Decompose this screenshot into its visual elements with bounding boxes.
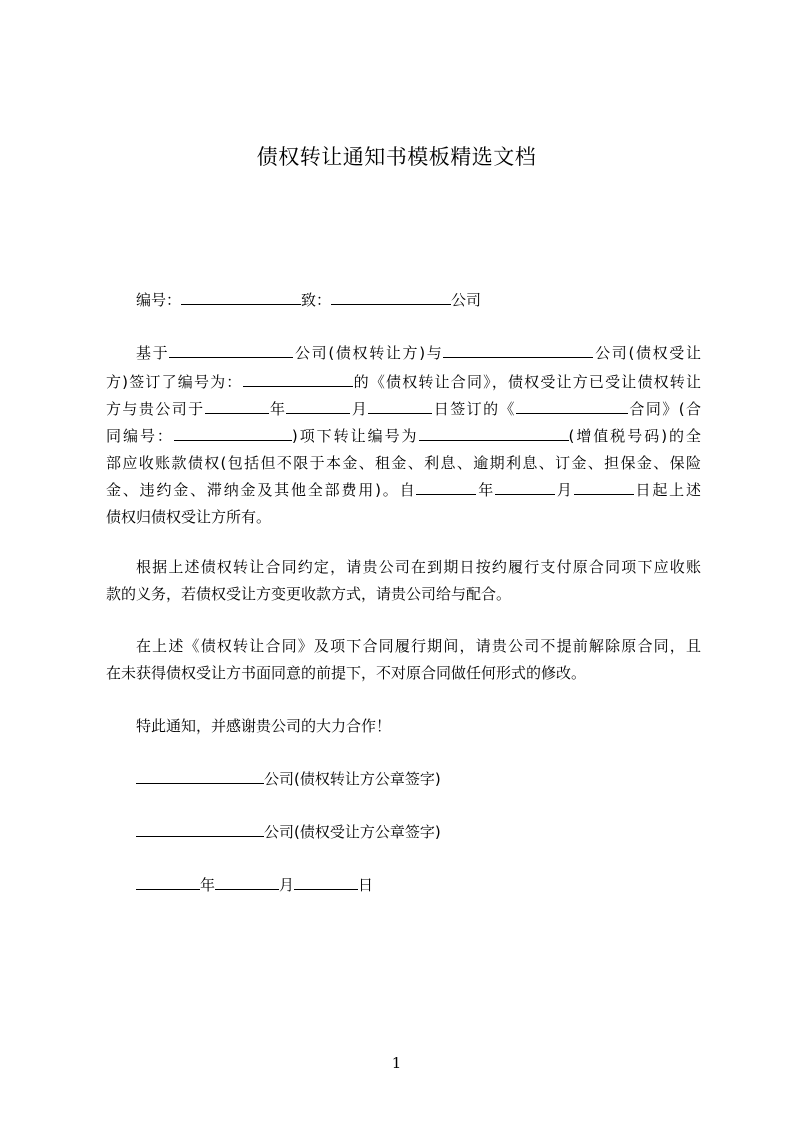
text: 年	[268, 400, 287, 418]
recipient-blank[interactable]	[331, 289, 451, 305]
month-blank[interactable]	[215, 874, 279, 890]
text: 月	[350, 400, 369, 418]
para2-line: 款的义务，若债权受让方变更收款方式，请贵公司给与配合。	[106, 585, 512, 603]
blank[interactable]	[574, 479, 634, 495]
number-blank[interactable]	[181, 289, 301, 305]
text: 基于	[136, 344, 170, 362]
para1-line: 债权归债权受让方所有。	[106, 508, 272, 526]
blank[interactable]	[516, 398, 628, 414]
text: 年	[476, 481, 496, 499]
text: 方)签订了编号为：	[106, 373, 243, 391]
number-label: 编号：	[136, 291, 182, 309]
year-label: 年	[200, 876, 216, 894]
year-blank[interactable]	[136, 874, 200, 890]
text: 方与贵公司于	[106, 400, 205, 418]
text: 月	[555, 481, 574, 499]
blank[interactable]	[174, 425, 292, 441]
text: )项下转让编号为	[291, 427, 419, 445]
document-title: 债权转让通知书模板精选文档	[256, 145, 537, 169]
header-line	[136, 289, 481, 311]
transferor-signature-line	[136, 768, 441, 790]
text: 公司(债权受让方公章签字)	[264, 823, 441, 841]
month-label: 月	[279, 876, 295, 894]
para1-line: 部应收账款债权(包括但不限于本金、租金、利息、逾期利息、订金、担保金、保险	[106, 454, 701, 472]
blank[interactable]	[416, 479, 476, 495]
text: 日签订的《	[432, 400, 516, 418]
text: 日起上述	[633, 481, 701, 499]
transferee-signature-line	[136, 821, 441, 843]
para3-line: 在上述《债权转让合同》及项下合同履行期间，请贵公司不提前解除原合同，且	[136, 637, 701, 655]
text: (增值税号码)的全	[568, 427, 701, 445]
recipient-company-label: 公司	[451, 291, 482, 309]
blank[interactable]	[169, 342, 293, 358]
text: 公司(债权受让	[593, 344, 701, 362]
text: 的《债权转让合同》，债权受让方已受让债权转让	[352, 373, 701, 391]
blank[interactable]	[419, 425, 569, 441]
text: 合同》(合	[627, 400, 701, 418]
signature-blank[interactable]	[136, 821, 264, 837]
para1-line	[106, 479, 701, 501]
text: 公司(债权转让方)与	[293, 344, 444, 362]
para1-line	[136, 342, 701, 364]
blank[interactable]	[243, 371, 353, 387]
text: 公司(债权转让方公章签字)	[264, 770, 441, 788]
blank[interactable]	[443, 342, 593, 358]
para2-line: 根据上述债权转让合同约定，请贵公司在到期日按约履行支付原合同项下应收账	[136, 558, 701, 576]
para3-line: 在未获得债权受让方书面同意的前提下，不对原合同做任何形式的修改。	[106, 664, 587, 682]
para1-line	[106, 425, 701, 447]
date-line	[136, 874, 373, 896]
text: 金、违约金、滞纳金及其他全部费用)。自	[106, 481, 417, 499]
day-blank[interactable]	[294, 874, 358, 890]
text: 同编号：	[106, 427, 174, 445]
para1-line	[106, 398, 701, 420]
page-number: 1	[391, 1054, 402, 1072]
blank[interactable]	[205, 398, 269, 414]
para1-line	[106, 371, 701, 393]
closing-thanks: 特此通知，并感谢贵公司的大力合作！	[136, 717, 392, 735]
blank[interactable]	[286, 398, 350, 414]
signature-blank[interactable]	[136, 768, 264, 784]
blank[interactable]	[495, 479, 555, 495]
day-label: 日	[358, 876, 374, 894]
to-label: 致：	[301, 291, 332, 309]
blank[interactable]	[368, 398, 432, 414]
